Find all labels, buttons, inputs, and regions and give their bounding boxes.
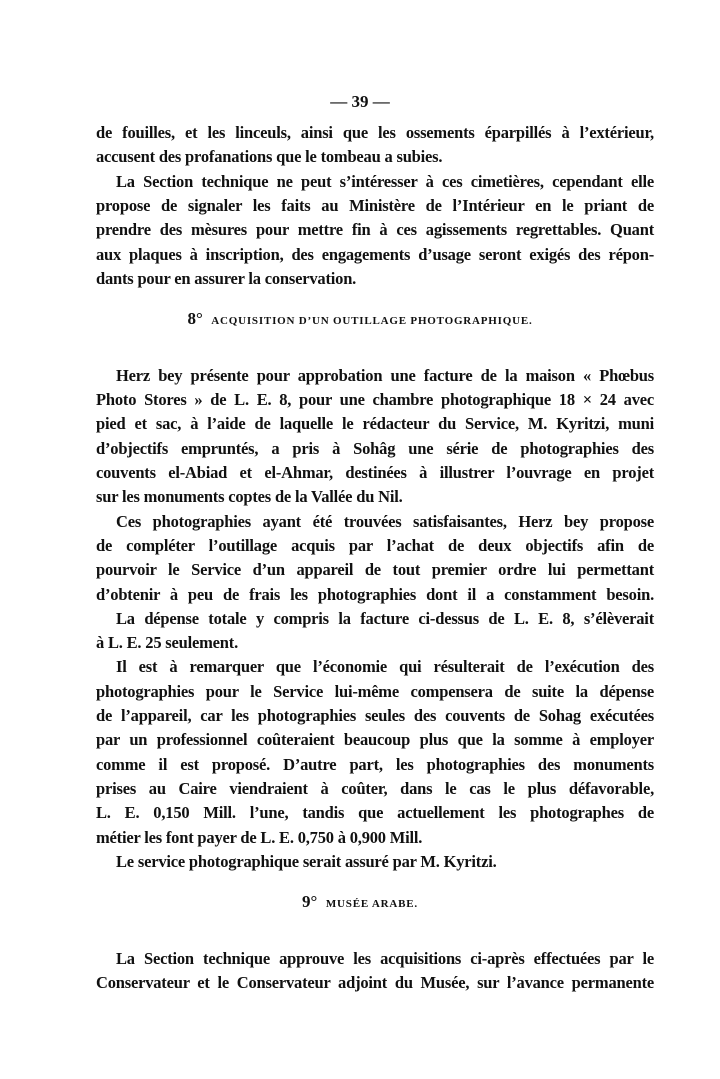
- text-line: dants pour en assurer la conservation.: [96, 268, 357, 288]
- section-number: 8°: [187, 308, 203, 328]
- text-line: par un professionnel coûteraient beaucoup plus que la somme à employer: [96, 730, 654, 750]
- text-line: La dépense totale y compris la facture ci-dessus de L. E. 8, s’élèverait: [116, 608, 654, 628]
- text-line: La Section technique approuve les acquisitions ci-après effectuées par le: [116, 948, 654, 968]
- text-line: L. E. 0,150 Mill. l’une, tandis que actuellement les photographes de: [96, 803, 654, 823]
- text-line: métier les font payer de L. E. 0,750 à 0,900 Mill.: [96, 827, 423, 847]
- section-title: MUSÉE ARABE.: [325, 897, 418, 910]
- text-line: accusent des profanations que le tombeau a subies.: [96, 147, 443, 167]
- section-number: 9°: [302, 891, 318, 911]
- section-heading: [0, 309, 720, 329]
- text-line: Il est à remarquer que l’économie qui résulterait de l’exécution des: [116, 657, 654, 677]
- text-line: Le service photographique serait assuré par M. Kyritzi.: [116, 851, 497, 871]
- text-line: d’objectifs empruntés, a pris à Sohâg une série de photographies des: [96, 438, 654, 458]
- text-line: Conservateur et le Conservateur adjoint du Musée, sur l’avance permanente: [96, 973, 654, 993]
- text-line: d’obtenir à peu de frais les photographies dont il a constamment besoin.: [96, 584, 654, 604]
- text-line: Herz bey présente pour approbation une facture de la maison « Phœbus: [116, 365, 654, 385]
- text-line: La Section technique ne peut s’intéresser à ces cimetières, cependant elle: [116, 171, 654, 191]
- text-line: comme il est proposé. D’autre part, les photographies des monuments: [96, 754, 654, 774]
- text-line: aux plaques à inscription, des engagements d’usage seront exigés des répon-: [96, 244, 654, 264]
- text-line: pourvoir le Service d’un appareil de tout premier ordre lui permettant: [96, 560, 654, 580]
- section-heading: [0, 892, 720, 912]
- text-line: prises au Caire viendraient à coûter, dans le cas le plus défavorable,: [96, 778, 654, 798]
- text-line: prendre des mèsures pour mettre fin à ces agissements regrettables. Quant: [96, 220, 654, 240]
- text-line: propose de signaler les faits au Ministère de l’Intérieur en le priant de: [96, 195, 654, 215]
- text-line: pied et sac, à l’aide de laquelle le rédacteur du Service, M. Kyritzi, muni: [96, 414, 654, 434]
- text-line: de fouilles, et les linceuls, ainsi que les ossements éparpillés à l’extérieur,: [96, 123, 654, 142]
- text-line: de l’appareil, car les photographies seules des couvents de Sohag exécutées: [96, 706, 654, 725]
- text-line: photographies pour le Service lui-même compensera de suite la dépense: [96, 681, 654, 701]
- text-line: sur les monuments coptes de la Vallée du Nil.: [96, 487, 403, 507]
- text-line: de compléter l’outillage acquis par l’achat de deux objectifs afin de: [96, 535, 654, 555]
- text-line: à L. E. 25 seulement.: [96, 633, 239, 653]
- page-number: — 39 —: [330, 92, 390, 111]
- text-line: couvents el-Abiad et el-Ahmar, destinées à illustrer l’ouvrage en projet: [96, 463, 654, 482]
- section-title: ACQUISITION D’UN OUTILLAGE PHOTOGRAPHIQUE.: [211, 314, 533, 327]
- text-line: Ces photographies ayant été trouvées satisfaisantes, Herz bey propose: [116, 511, 654, 531]
- text-line: Photo Stores » de L. E. 8, pour une chambre photographique 18 × 24 avec: [96, 390, 654, 410]
